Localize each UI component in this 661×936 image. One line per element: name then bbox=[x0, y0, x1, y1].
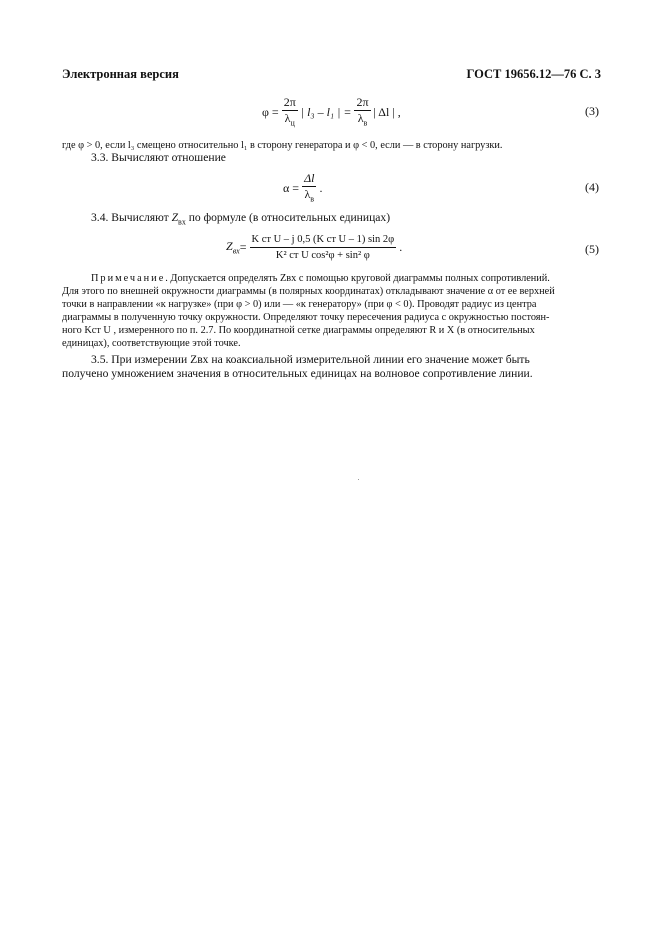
eq3-frac1-den: $\lambda_ц$ bbox=[284, 111, 295, 128]
eq4-tail: . bbox=[319, 181, 323, 196]
note-line-5: ного Kст U , измеренного по п. 2.7. По координатной сетке диаграммы определяют R и X (в относительных bbox=[62, 325, 535, 336]
eq4-number: (4) bbox=[585, 180, 599, 194]
eq3-frac2-den: $\lambda_в$ bbox=[357, 111, 368, 128]
note-line-4: диаграммы в полученную точку окружности. Определяют точку пересечения радиуса с окружностью постоян- bbox=[62, 312, 550, 323]
eq3-number: (3) bbox=[585, 104, 599, 118]
eq3-frac2 bbox=[354, 96, 370, 129]
eq4-num: Δl bbox=[304, 171, 315, 185]
eq4-lhs: α = bbox=[283, 181, 300, 196]
note-line-6: единицах), соответствующие этой точке. bbox=[62, 338, 241, 349]
eq5-eq: = bbox=[239, 240, 247, 254]
eq5-num: K ст U – j 0,5 (K ст U – 1) sin 2φ bbox=[250, 233, 397, 248]
equation-5 bbox=[226, 233, 402, 262]
eq5-tail: . bbox=[399, 240, 403, 254]
note-line-3: точки в направлении «к нагрузке» (при φ > 0) или — «к генератору» (при φ < 0). Проводят радиус из центра bbox=[62, 299, 537, 310]
eq5-number: (5) bbox=[585, 242, 599, 256]
eq3-frac2-num: 2π bbox=[356, 95, 369, 109]
p35-line-2: получено умножением значения в относительных единицах на волновое сопротивление линии. bbox=[62, 367, 533, 380]
eq3-frac1 bbox=[282, 96, 298, 129]
header-right: ГОСТ 19656.12—76 С. 3 bbox=[466, 67, 601, 81]
eq3-mid: | l₃ – l₁ | = bbox=[300, 105, 352, 120]
eq4-frac bbox=[302, 172, 316, 205]
note-line-2: Для этого по внешней окружности диаграммы (в полярных координатах) откладывают значение α от ее верхней bbox=[62, 286, 555, 297]
eq5-den: K² ст U cos²φ + sin² φ bbox=[275, 250, 370, 261]
paragraph-3-3: 3.3. Вычисляют отношение bbox=[91, 151, 226, 164]
scan-speck bbox=[358, 479, 359, 480]
paragraph-3-5 bbox=[62, 353, 601, 381]
eq3-rhs: | Δl | , bbox=[373, 105, 401, 120]
p35-line-1: 3.5. При измерении Zвх на коаксиальной измерительной линии его значение может быть bbox=[91, 353, 530, 366]
note-line-1: Примечание. Допускается определять Zвх с помощью круговой диаграммы полных сопротивлений. bbox=[91, 273, 550, 284]
equation-3 bbox=[262, 96, 401, 129]
eq5-frac bbox=[250, 233, 397, 262]
header-left: Электронная версия bbox=[62, 67, 179, 81]
paragraph-3-4: 3.4. Вычисляют $Z_{вх}$ по формуле (в относительных единицах) bbox=[91, 211, 391, 227]
eq3-frac1-num: 2π bbox=[283, 95, 296, 109]
note-label: Примечание bbox=[91, 273, 166, 284]
eq3-lhs: φ = bbox=[262, 105, 279, 120]
where-line: где φ > 0, если l₃ смещено относительно l₁ в сторону генератора и φ < 0, если — в сторону нагрузки. bbox=[62, 140, 503, 151]
eq4-den: $\lambda_в$ bbox=[304, 187, 315, 204]
equation-4 bbox=[283, 172, 322, 205]
note-block bbox=[62, 272, 601, 350]
eq5-lhs: $Z_{вх}$ bbox=[226, 239, 240, 256]
